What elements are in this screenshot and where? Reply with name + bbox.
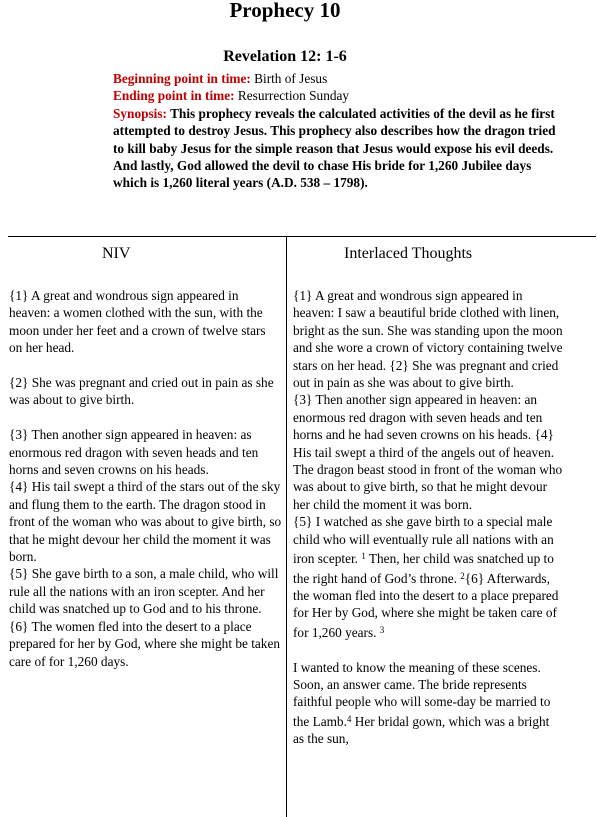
interlaced-commentary (293, 659, 563, 748)
beginning-point-label: Beginning point in time: (113, 71, 251, 86)
interlaced-verses-5-6 (293, 513, 563, 641)
synopsis-text: This prophecy reveals the calculated activities of the devil as he first attempted to destroy Jesus. This prophecy also describes how the dragon tried to kill baby Jesus for the simple reason that Jesus would expose his evil deeds. And lastly, God allowed the devil to chase His bride for 1,260 Jubilee days which is 1,260 literal years (A.D. 538 – 1798). (113, 105, 556, 191)
niv-verse-4: {4} His tail swept a third of the stars out of the sky and flung them to the earth. The dragon stood in front of the woman who was about to give birth, so that he might devour her child the moment it was born. (9, 479, 282, 565)
beginning-point-value: Birth of Jesus (254, 71, 328, 86)
interlaced-verse-5-text: {5} I watched as she gave birth to a special male child who will eventually rule all nations with an iron scepter. (293, 514, 554, 567)
niv-column (9, 287, 282, 670)
page-title: Prophecy 10 (229, 0, 341, 22)
commentary-text: I wanted to know the meaning of these scenes. Soon, an answer came. The bride represents faithful people who will some-day be married to the Lamb. (293, 659, 551, 729)
niv-verse-5: {5} She gave birth to a son, a male child, who will rule all the nations with an iron scepter. And her child was snatched up to God and to his throne. (9, 566, 279, 617)
footnote-ref-1[interactable]: 1 (361, 551, 366, 562)
niv-verse-6: {6} The women fled into the desert to a place prepared for her by God, where she might be taken care of for 1,260 days. (9, 618, 281, 669)
commentary-text-cont: Her bridal gown, which was a bright as the sun, (293, 713, 550, 747)
interlaced-verse-5-text-cont: Then, her child was snatched up to the right hand of God’s throne. (293, 551, 554, 586)
niv-verse-3: {3} Then another sign appeared in heaven: as enormous red dragon with seven heads and ten horns and seven crowns on his heads. (9, 427, 259, 478)
intro-block (113, 70, 568, 192)
ending-point-line (113, 87, 568, 104)
footnote-ref-2[interactable]: 2 (460, 570, 465, 581)
niv-verse-2: {2} She was pregnant and cried out in pain as she was about to give birth. (9, 375, 274, 408)
footnote-ref-3[interactable]: 3 (379, 624, 385, 635)
synopsis (113, 105, 568, 192)
niv-verse-1: {1} A great and wondrous sign appeared in heaven: a women clothed with the sun, with the moon under her feet and a crown of twelve stars on her head. (9, 288, 266, 356)
scripture-reference: Revelation 12: 1-6 (223, 48, 347, 65)
footnote-ref-4[interactable]: 4 (346, 713, 352, 724)
niv-column-header: NIV (102, 245, 131, 262)
interlaced-verse-6-text: {6} Afterwards, the woman fled into the desert to a place prepared for Her by God, where she might be taken care of for 1,260 years. (293, 570, 559, 640)
synopsis-label: Synopsis: (113, 105, 167, 121)
interlaced-verses-1-2: {1} A great and wondrous sign appeared in heaven: I saw a beautiful bride clothed with linen, bright as the sun. She was standing upon the moon and she wore a crown of victory containing twelve stars on her head. {2} She was pregnant and cried out in pain as she was about to give birth. (293, 288, 563, 391)
interlaced-verses-3-4: {3} Then another sign appeared in heaven: an enormous red dragon with seven heads and ten horns and he had seven crowns on his heads. {4} His tail swept a third of the angels out of heaven. The dragon beast stood in front of the woman who was about to give birth, so that he might devour her child the moment it was born. (293, 392, 563, 512)
ending-point-label: Ending point in time: (113, 88, 235, 104)
beginning-point-line (113, 70, 568, 87)
column-divider (286, 236, 287, 817)
interlaced-column-header: Interlaced Thoughts (344, 245, 473, 262)
table-top-divider (8, 236, 596, 237)
ending-point-value: Resurrection Sunday (237, 88, 350, 104)
interlaced-column (293, 287, 563, 748)
